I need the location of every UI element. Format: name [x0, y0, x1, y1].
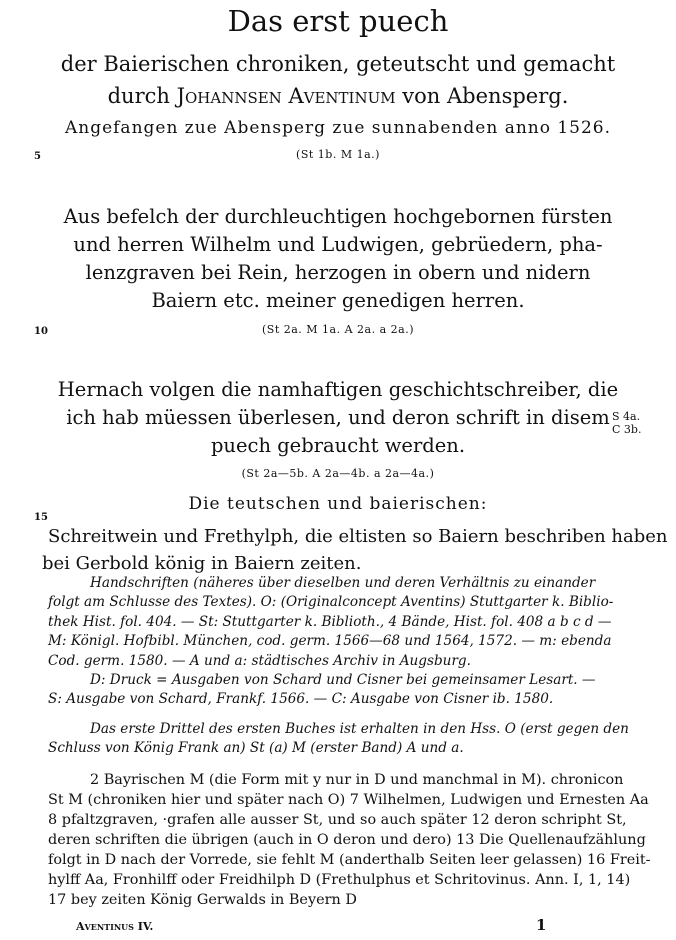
- hss-line-2: folgt am Schlusse des Textes). O: (Originalconcept Aventins) Stuttgarter k. Biblio-: [48, 594, 614, 611]
- line-number-5: 5: [34, 151, 41, 162]
- manuscripts-note: [48, 574, 638, 759]
- margin-ref-c: C 3b.: [612, 423, 642, 436]
- signature-ref-2: (St 2a. M 1a. A 2a. a 2a.): [262, 323, 414, 336]
- hss-line-1: Handschriften (näheres über dieselben und deren Verhältnis zu einander: [90, 575, 596, 591]
- hss-line-7: S: Ausgabe von Schard, Frankf. 1566. — C: Ausgabe von Cisner ib. 1580.: [48, 691, 554, 708]
- hss-line-6: D: Druck = Ausgaben von Schard und Cisner bei gemeinsamer Lesart. —: [90, 672, 596, 689]
- intro-line-2: ich hab müessen überlesen, und deron schrift in disem: [66, 406, 610, 429]
- variant-line-6: hylff Aa, Fronhilff oder Freidhilph D (Frethulphus et Schritovinus. Ann. I, 1, 14): [48, 872, 631, 888]
- hss-note-line-1: Das erste Drittel des ersten Buches ist erhalten in den Hss. O (erst gegen den: [90, 720, 629, 737]
- variant-line-2: St M (chroniken hier und später nach O) 7 Wilhelmen, Ludwigen und Ernesten Aa: [48, 792, 649, 808]
- page-number: 1: [536, 916, 547, 934]
- variant-line-3: 8 pfaltzgraven, ·grafen alle ausser St, und so auch später 12 deron schripht St,: [48, 812, 627, 828]
- title-line-3-suffix: von Abensperg.: [395, 84, 569, 108]
- line-number-10: 10: [34, 326, 48, 337]
- variant-line-4: deren schriften die übrigen (auch in O deron und dero) 13 Die Quellenaufzählung: [48, 832, 646, 848]
- title-line-3-prefix: durch: [107, 84, 177, 108]
- signature-ref-1: (St 1b. M 1a.): [296, 148, 380, 161]
- title-line-4: Angefangen zue Abensperg zue sunnabenden anno 1526.: [64, 118, 612, 138]
- hss-line-5: Cod. germ. 1580. — A und a: städtisches Archiv in Augsburg.: [48, 652, 471, 669]
- variant-line-1: 2 Bayrischen M (die Form mit y nur in D und manchmal in M). chronicon: [90, 772, 624, 788]
- section-paragraph: [42, 523, 668, 577]
- section-line-1: Schreitwein und Frethylph, die eltisten so Baiern beschriben haben: [48, 526, 668, 547]
- hss-line-3: thek Hist. fol. 404. — St: Stuttgarter k. Biblioth., 4 Bände, Hist. fol. 408 a b c d —: [48, 613, 612, 630]
- section-line-2: bei Gerbold könig in Baiern zeiten.: [42, 553, 362, 574]
- intro-line-3: puech gebraucht werden.: [210, 434, 466, 457]
- dedication-line-1: Aus befelch der durchleuchtigen hochgebornen fürsten: [63, 205, 613, 228]
- sheet-signature: Aventinus IV.: [76, 920, 154, 933]
- variant-line-5: folgt in D nach der Vorrede, sie fehlt M (anderthalb Seiten leer gelassen) 16 Freit-: [48, 852, 651, 868]
- variants-apparatus: [48, 770, 650, 910]
- dedication-line-4: Baiern etc. meiner genedigen herren.: [151, 289, 525, 312]
- line-number-15: 15: [34, 512, 48, 523]
- margin-ref-s: S 4a.: [612, 410, 641, 423]
- title-line-2: der Baierischen chroniken, geteutscht und gemacht: [60, 52, 616, 76]
- hss-note-line-2: Schluss von König Frank an) St (a) M (erster Band) A und a.: [48, 740, 464, 757]
- hss-line-4: M: Königl. Hofbibl. München, cod. germ. 1566—68 und 1564, 1572. — m: ebenda: [48, 633, 612, 650]
- signature-ref-3: (St 2a—5b. A 2a—4b. a 2a—4a.): [241, 467, 435, 480]
- dedication-line-3: lenzgraven bei Rein, herzogen in obern und nidern: [85, 261, 591, 284]
- section-heading: Die teutschen und baierischen:: [188, 494, 488, 514]
- dedication-line-2: und herren Wilhelm und Ludwigen, gebrüedern, pha-: [73, 233, 603, 256]
- title-line-3: [0, 84, 676, 108]
- page-title: Das erst puech: [227, 4, 449, 38]
- intro-line-1: Hernach volgen die namhaftigen geschichtschreiber, die: [57, 378, 619, 401]
- author-name: Johannsen Aventinum: [176, 84, 396, 108]
- variant-line-7: 17 bey zeiten König Gerwalds in Beyern D: [48, 892, 357, 908]
